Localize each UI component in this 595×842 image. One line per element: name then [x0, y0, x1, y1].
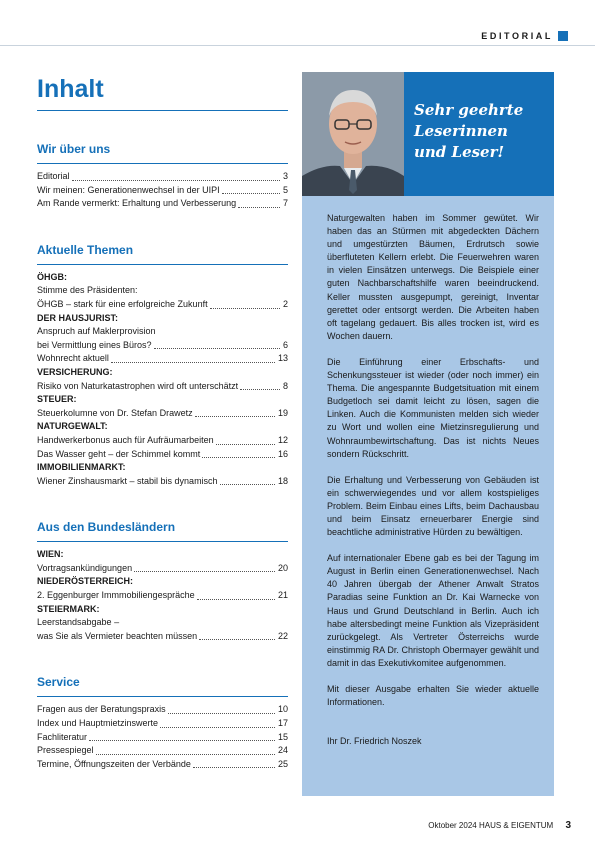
- toc-entry-title: Pressespiegel: [37, 745, 94, 756]
- toc-section-divider: [37, 264, 288, 265]
- toc-entry-title: Fachliteratur: [37, 731, 88, 742]
- editorial-text: [327, 212, 539, 761]
- toc-section-heading: Wir über uns: [37, 142, 111, 156]
- editorial-paragraph: Mit dieser Ausgabe erhalten Sie wieder aktuelle Informationen.: [327, 684, 539, 708]
- toc-entry[interactable]: [37, 434, 288, 448]
- toc-entry-page: 20: [277, 562, 288, 573]
- toc-category: WIEN:: [37, 549, 64, 560]
- section-marker: [558, 31, 568, 41]
- dot-leader: [199, 639, 275, 640]
- toc-section: [37, 519, 288, 643]
- toc-entry[interactable]: [37, 562, 288, 576]
- toc-section-divider: [37, 163, 288, 164]
- toc-entry-page: 5: [282, 184, 288, 195]
- toc-entry-title: Handwerkerbonus auch für Aufräumarbeiten: [37, 434, 214, 445]
- toc-entry-page: 6: [282, 339, 288, 350]
- toc-category: STEUER:: [37, 394, 77, 405]
- dot-leader: [238, 207, 280, 208]
- editorial-paragraph: Naturgewalten haben im Sommer gewütet. Wir haben das an Stürmen mit abgedeckten Dächern und umgestürzten Bäumen, Erdrutsch sowie überfluteten Kellern erlebt. Die Feuerwehren waren in vielen Einsätzen unterwegs. Die Beispiele einer guten Nachbarschaftshilfe waren beeindruckend. Keller mussten ausgepumpt, gereinigt, Inventar gerettet oder entsorgt werden. Die Arbeiten haben oft tagelang gedauert. Bis alles trocken ist, wird es Wochen dauern.: [327, 213, 539, 341]
- toc-section-heading: Service: [37, 675, 80, 690]
- editorial-greeting: [414, 100, 549, 163]
- toc-section: [37, 674, 288, 771]
- dot-leader: [168, 713, 275, 714]
- toc-entry-page: 21: [277, 590, 288, 601]
- toc-section-heading: Aktuelle Themen: [37, 242, 134, 257]
- toc-entry[interactable]: [37, 758, 288, 772]
- toc-entry-line: Stimme des Präsidenten:: [37, 285, 138, 296]
- toc-section-heading: Aus den Bundesländern: [37, 520, 176, 535]
- dot-leader: [222, 193, 280, 194]
- toc-entry-title: ÖHGB – stark für eine erfolgreiche Zukunft: [37, 298, 208, 309]
- toc-entry[interactable]: [37, 407, 288, 421]
- toc-entry[interactable]: [37, 717, 288, 731]
- portrait-illustration: [302, 72, 404, 196]
- dot-leader: [216, 444, 275, 445]
- toc-category: IMMOBILIENMARKT:: [37, 462, 126, 473]
- toc-section-divider: [37, 541, 288, 542]
- page-footer: [428, 820, 571, 831]
- dot-leader: [197, 599, 275, 600]
- dot-leader: [220, 484, 275, 485]
- toc-entry-title: Termine, Öffnungszeiten der Verbände: [37, 758, 191, 769]
- toc-section: [37, 141, 288, 211]
- toc-entry[interactable]: [37, 703, 288, 717]
- toc-entry-page: 22: [277, 630, 288, 641]
- greeting-line: und Leser!: [414, 143, 505, 161]
- editorial-paragraph: Auf internationaler Ebene gab es bei der Tagung im August in Berlin einen Generationenwechsel. Nach 40 Jahren übergab der Athener Anwalt Stratos Paradias seine Funktion an Dr. Kai Warnecke von Haus und Grund Deutschland in Berlin. Auch ich habe altersbedingt meine Funktion als Vizepräsident zurückgelegt. Als Vertreter Österreichs wurde einstimmig RA Dr. Christoph Obermayer gewählt und damit in das Exekutivkomitee aufgenommen.: [327, 553, 539, 668]
- dot-leader: [193, 767, 275, 768]
- dot-leader: [160, 727, 275, 728]
- dot-leader: [240, 389, 280, 390]
- editorial-paragraph: Die Erhaltung und Verbesserung von Gebäuden ist ein schwerwiegendes und vor allem kostspieliges Problem. Beim Einbau eines Lifts, beim Dachausbau und beim Einsatz erneuerbarer Energie sind beachtliche administrative Hürden zu bewältigen.: [327, 474, 539, 538]
- toc-entry-title: was Sie als Vermieter beachten müssen: [37, 630, 198, 641]
- toc-entry-page: 8: [282, 380, 288, 391]
- editorial-signature: Ihr Dr. Friedrich Noszek: [327, 736, 422, 747]
- editorial-paragraph: Die Einführung einer Erbschafts- und Schenkungssteuer ist wieder (oder noch immer) ein Thema. Die angespannte Budgetsituation mit einem Budgetloch sei damit leicht zu lösen, sagen die Linken. Auch die Kommunisten melden sich wieder zu Wort und wollen eine Mietzinsregulierung und Wohnraumbewirtschaftung. Das ist nichts Neues sondern Rückschritt.: [327, 356, 539, 459]
- toc-entry-title: bei Vermittlung eines Büros?: [37, 339, 152, 350]
- toc-entry-page: 18: [277, 475, 288, 486]
- table-of-contents: [37, 72, 288, 771]
- toc-entry-page: 17: [277, 718, 288, 729]
- issue-date: Oktober 2024: [428, 821, 477, 830]
- toc-category: VERSICHERUNG:: [37, 366, 113, 377]
- toc-entry-title: Wir meinen: Generationenwechsel in der UIPI: [37, 184, 220, 195]
- toc-entry[interactable]: [37, 589, 288, 603]
- toc-entry-title: Steuerkolumne von Dr. Stefan Drawetz: [37, 407, 193, 418]
- toc-entry[interactable]: [37, 339, 288, 353]
- toc-entry[interactable]: [37, 298, 288, 312]
- toc-entry-title: Editorial: [37, 171, 70, 181]
- toc-entry-title: Wiener Zinshausmarkt – stabil bis dynamisch: [37, 475, 218, 486]
- toc-category: ÖHGB:: [37, 271, 67, 282]
- greeting-line: Sehr geehrte: [414, 101, 524, 119]
- toc-category: NIEDERÖSTERREICH:: [37, 576, 134, 587]
- toc-entry-title: Das Wasser geht – der Schimmel kommt: [37, 448, 201, 459]
- toc-entry-title: Wohnrecht aktuell: [37, 353, 109, 364]
- dot-leader: [96, 754, 275, 755]
- magazine-name: HAUS & EIGENTUM: [478, 821, 554, 830]
- toc-category: STEIERMARK:: [37, 603, 100, 614]
- toc-entry[interactable]: [37, 380, 288, 394]
- toc-entry[interactable]: [37, 184, 288, 198]
- toc-title: Inhalt: [37, 75, 104, 103]
- toc-entry-page: 16: [277, 448, 288, 459]
- dot-leader: [202, 457, 275, 458]
- dot-leader: [134, 571, 275, 572]
- toc-entry-title: Risiko von Naturkatastrophen wird oft unterschätzt: [37, 380, 239, 391]
- greeting-line: Leserinnen: [414, 122, 508, 140]
- toc-entry-title: Index und Hauptmietzinswerte: [37, 718, 159, 729]
- toc-entry-title: Am Rande vermerkt: Erhaltung und Verbesserung: [37, 198, 237, 209]
- dot-leader: [89, 740, 275, 741]
- author-portrait: [302, 72, 404, 196]
- toc-entry[interactable]: [37, 475, 288, 489]
- toc-category: DER HAUSJURIST:: [37, 312, 119, 323]
- toc-section-divider: [37, 696, 288, 697]
- toc-entry[interactable]: [37, 731, 288, 745]
- toc-entry[interactable]: [37, 630, 288, 644]
- header-divider: [0, 45, 595, 46]
- toc-entry-line: Anspruch auf Maklerprovision: [37, 326, 156, 337]
- toc-category: NATURGEWALT:: [37, 421, 108, 432]
- toc-entry-page: 19: [277, 407, 288, 418]
- dot-leader: [154, 348, 280, 349]
- toc-entry-title: Vortragsankündigungen: [37, 562, 133, 573]
- toc-section: [37, 242, 288, 489]
- toc-entry[interactable]: [37, 352, 288, 366]
- section-label: EDITORIAL: [481, 31, 553, 41]
- toc-entry[interactable]: [37, 744, 288, 758]
- toc-entry-line: Leerstandsabgabe –: [37, 617, 120, 628]
- toc-entry-page: 7: [282, 198, 288, 209]
- toc-entry-page: 12: [277, 434, 288, 445]
- dot-leader: [210, 308, 280, 309]
- dot-leader: [111, 362, 275, 363]
- toc-title-divider: [37, 110, 288, 111]
- toc-entry-title: 2. Eggenburger Immmobiliengespräche: [37, 590, 195, 601]
- toc-entry[interactable]: [37, 197, 288, 211]
- toc-entry-page: 15: [277, 731, 288, 742]
- toc-entry-page: 10: [277, 704, 288, 715]
- toc-entry-page: 3: [282, 171, 288, 181]
- toc-entry[interactable]: [37, 170, 288, 184]
- page-number: 3: [565, 820, 571, 831]
- dot-leader: [72, 180, 280, 181]
- toc-entry-page: 24: [277, 745, 288, 756]
- toc-entry-title: Fragen aus der Beratungspraxis: [37, 704, 166, 715]
- toc-entry[interactable]: [37, 448, 288, 462]
- dot-leader: [195, 416, 275, 417]
- toc-entry-page: 2: [282, 298, 288, 309]
- toc-entry-page: 25: [277, 758, 288, 769]
- toc-entry-page: 13: [277, 353, 288, 364]
